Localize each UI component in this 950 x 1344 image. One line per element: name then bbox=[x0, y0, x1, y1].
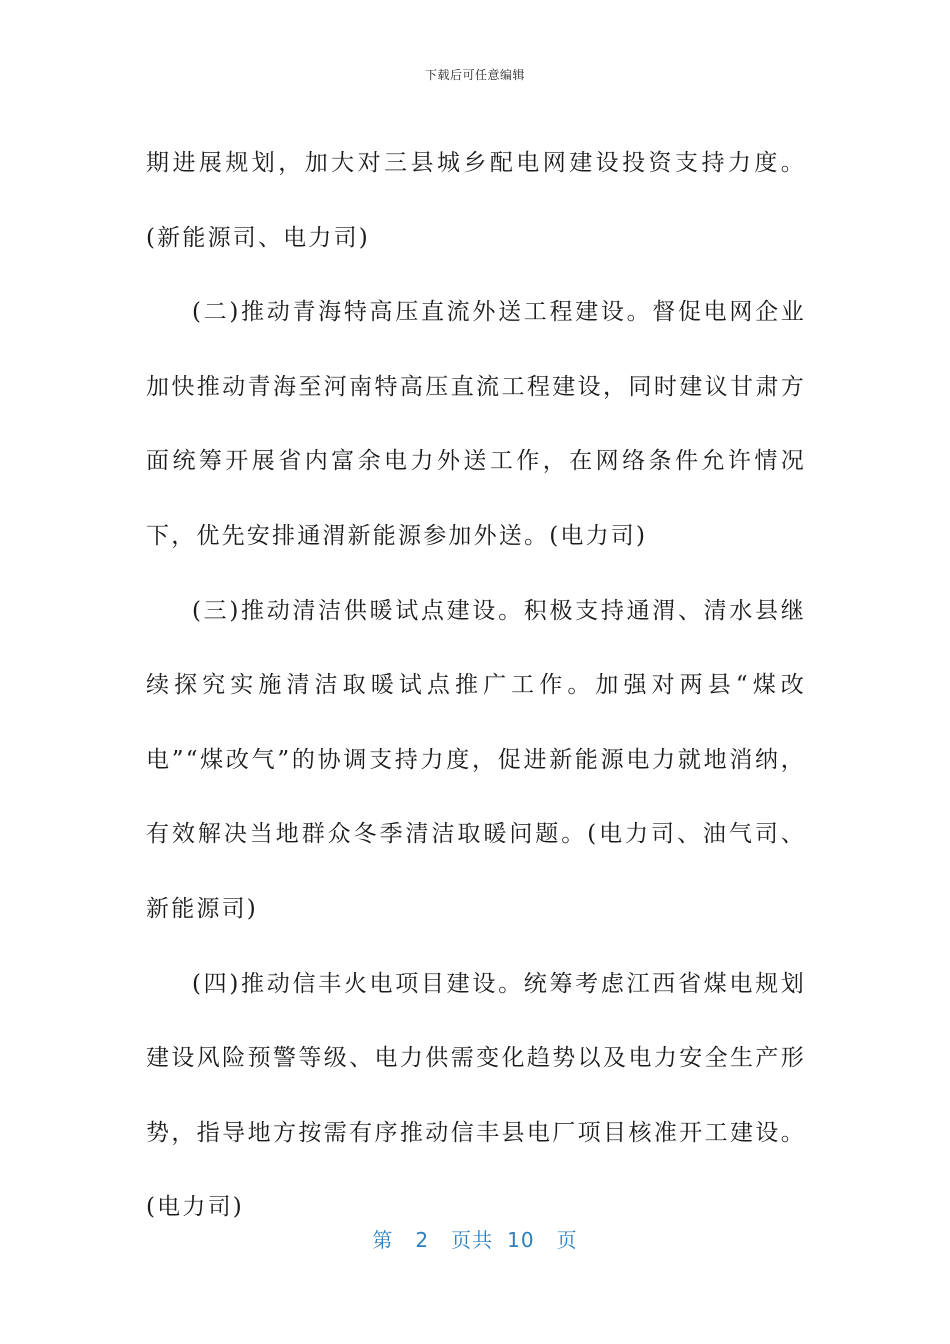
footer-prefix: 第 bbox=[372, 1228, 394, 1252]
paragraph-section-3: (三)推动清洁供暖试点建设。积极支持通渭、清水县继续探究实施清洁取暖试点推广工作。加强对两县“煤改电”“煤改气”的协调支持力度，促进新能源电力就地消纳，有效解决当地群众冬季清洁取暖问题。(电力司、油气司、新能源司) bbox=[146, 597, 806, 922]
footer-suffix: 页 bbox=[556, 1228, 578, 1252]
paragraph-section-2: (二)推动青海特高压直流外送工程建设。督促电网企业加快推动青海至河南特高压直流工程建设，同时建议甘肃方面统筹开展省内富余电力外送工作，在网络条件允许情况下，优先安排通渭新能源参加外送。(电力司) bbox=[146, 299, 806, 549]
footer-page-label: 页共 bbox=[451, 1228, 494, 1252]
page-footer bbox=[0, 1224, 950, 1253]
paragraph-continuation: 期进展规划，加大对三县城乡配电网建设投资支持力度。(新能源司、电力司) bbox=[146, 150, 806, 251]
footer-current-page: 2 bbox=[415, 1228, 430, 1252]
paragraph-section-4: (四)推动信丰火电项目建设。统筹考虑江西省煤电规划建设风险预警等级、电力供需变化趋势以及电力安全生产形势，指导地方按需有序推动信丰县电厂项目核准开工建设。(电力司) bbox=[146, 970, 806, 1221]
document-body bbox=[146, 126, 806, 1245]
footer-total-pages: 10 bbox=[507, 1228, 535, 1252]
page-header-note: 下载后可任意编辑 bbox=[424, 68, 525, 82]
